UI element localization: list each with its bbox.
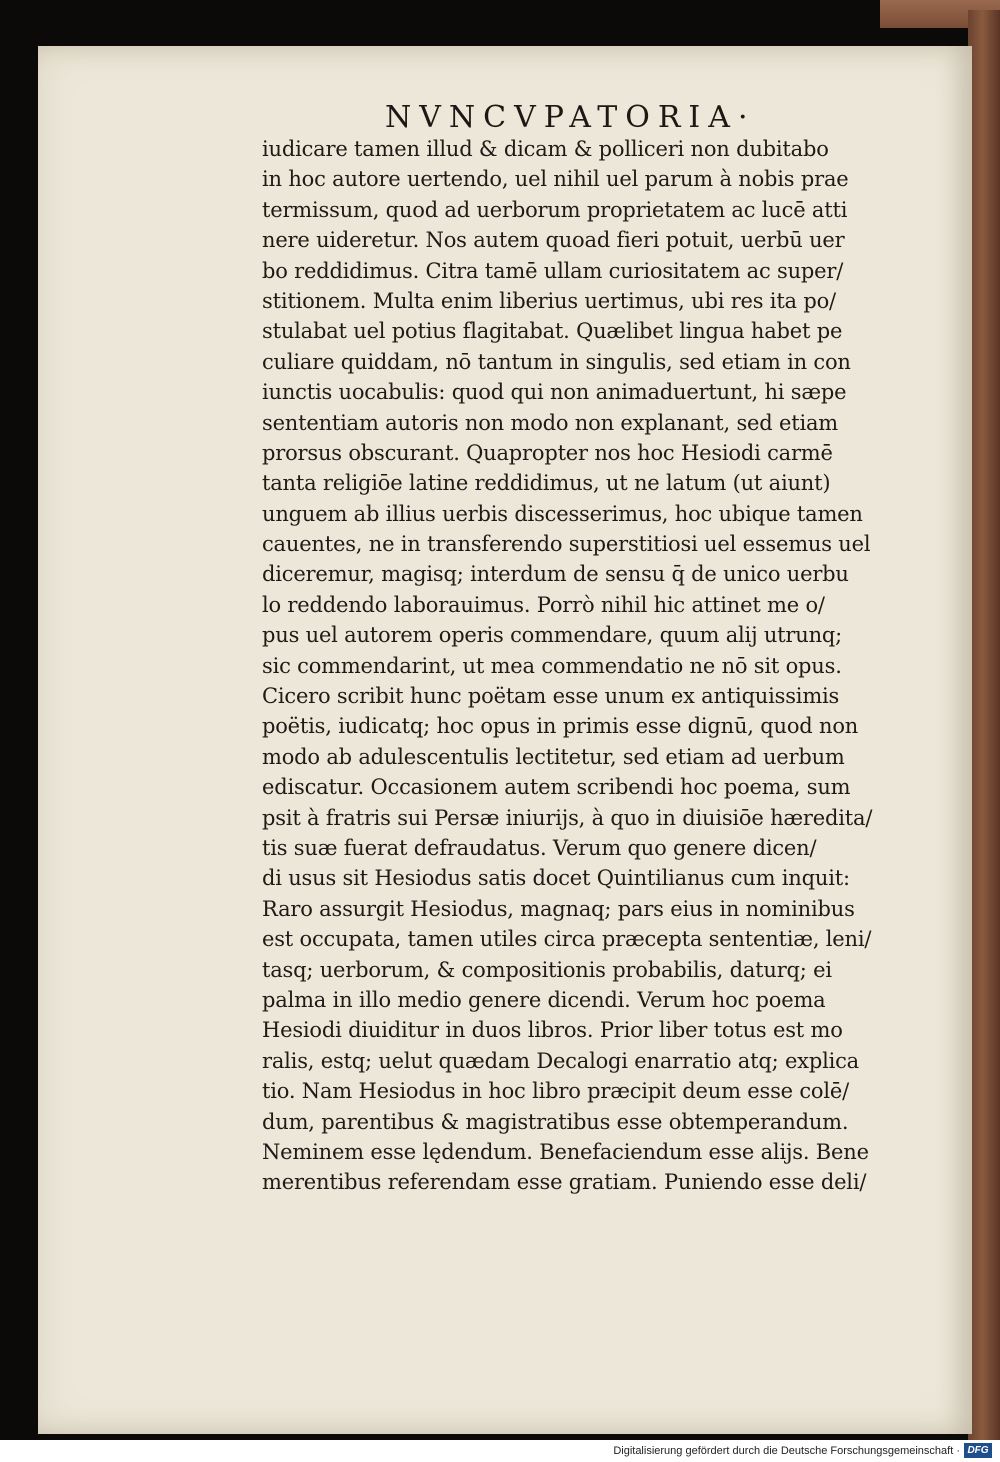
text-line: in hoc autore uertendo, uel nihil uel parum à nobis prae — [262, 167, 849, 192]
text-line: tasq; uerborum, & compositionis probabilis, daturq; ei — [262, 957, 832, 982]
dfg-logo: DFG — [964, 1443, 992, 1458]
text-line: Cicero scribit hunc poëtam esse unum ex antiquissimis — [262, 684, 840, 709]
text-line: psit à fratris sui Persæ iniurijs, à quo in diuisiōe hæredita/ — [262, 805, 873, 830]
text-line: stulabat uel potius flagitabat. Quælibet lingua habet pe — [262, 319, 843, 344]
text-line: nere uideretur. Nos autem quoad fieri potuit, uerbū uer — [262, 228, 845, 253]
text-line: tanta religiōe latine reddidimus, ut ne latum (ut aiunt) — [262, 471, 831, 496]
funding-credit: Digitalisierung gefördert durch die Deutsche Forschungsgemeinschaft · — [613, 1445, 960, 1457]
text-line: prorsus obscurant. Quapropter nos hoc Hesiodi carmē — [262, 440, 833, 465]
text-line: est occupata, tamen utiles circa præcepta sententiæ, leni/ — [262, 927, 872, 952]
text-line: modo ab adulescentulis lectitetur, sed etiam ad uerbum — [262, 744, 845, 769]
text-line: diceremur, magisq; interdum de sensu q̄ de unico uerbu — [262, 562, 849, 587]
text-line: Hesiodi diuiditur in duos libros. Prior liber totus est mo — [262, 1018, 843, 1043]
text-line: sic commendarint, ut mea commendatio ne nō sit opus. — [262, 653, 842, 678]
book-cover-side-edge — [968, 10, 1000, 1440]
text-line: iunctis uocabulis: quod qui non animaduertunt, hi sæpe — [262, 380, 847, 405]
text-line: lo reddendo laborauimus. Porrò nihil hic attinet me o/ — [262, 592, 825, 617]
text-line: stitionem. Multa enim liberius uertimus, ubi res ita po/ — [262, 288, 836, 313]
text-line: sententiam autoris non modo non explanant, sed etiam — [262, 410, 839, 435]
text-line: dum, parentibus & magistratibus esse obtemperandum. — [262, 1109, 849, 1134]
text-line: merentibus referendam esse gratiam. Puniendo esse deli/ — [262, 1170, 867, 1195]
text-line: poëtis, iudicatq; hoc opus in primis esse dignū, quod non — [262, 714, 859, 739]
text-line: di usus sit Hesiodus satis docet Quintilianus cum inquit: — [262, 866, 850, 891]
text-block — [262, 134, 902, 1198]
text-line: iudicare tamen illud & dicam & polliceri non dubitabo — [262, 137, 829, 161]
text-line: unguem ab illius uerbis discesserimus, hoc ubique tamen — [262, 501, 863, 526]
footer-bar — [0, 1440, 1000, 1462]
text-line: Raro assurgit Hesiodus, magnaq; pars eius in nominibus — [262, 896, 855, 921]
text-line: termissum, quod ad uerborum proprietatem ac lucē atti — [262, 197, 848, 222]
text-line: tio. Nam Hesiodus in hoc libro præcipit deum esse colē/ — [262, 1079, 849, 1104]
running-head: NVNCVPATORIA· — [385, 100, 756, 135]
text-line: ediscatur. Occasionem autem scribendi hoc poema, sum — [262, 775, 851, 800]
text-line: pus uel autorem operis commendare, quum alij utrunq; — [262, 623, 843, 648]
text-line: cauentes, ne in transferendo superstitiosi uel essemus uel — [262, 532, 871, 557]
text-line: tis suæ fuerat defraudatus. Verum quo genere dicen/ — [262, 835, 817, 860]
text-line: palma in illo medio genere dicendi. Verum hoc poema — [262, 987, 826, 1012]
text-line: culiare quiddam, nō tantum in singulis, sed etiam in con — [262, 349, 851, 374]
text-line: Neminem esse lędendum. Benefaciendum esse alijs. Bene — [262, 1139, 869, 1164]
text-line: ralis, estq; uelut quædam Decalogi enarratio atq; explica — [262, 1048, 859, 1073]
text-line: bo reddidimus. Citra tamē ullam curiositatem ac super/ — [262, 258, 844, 283]
